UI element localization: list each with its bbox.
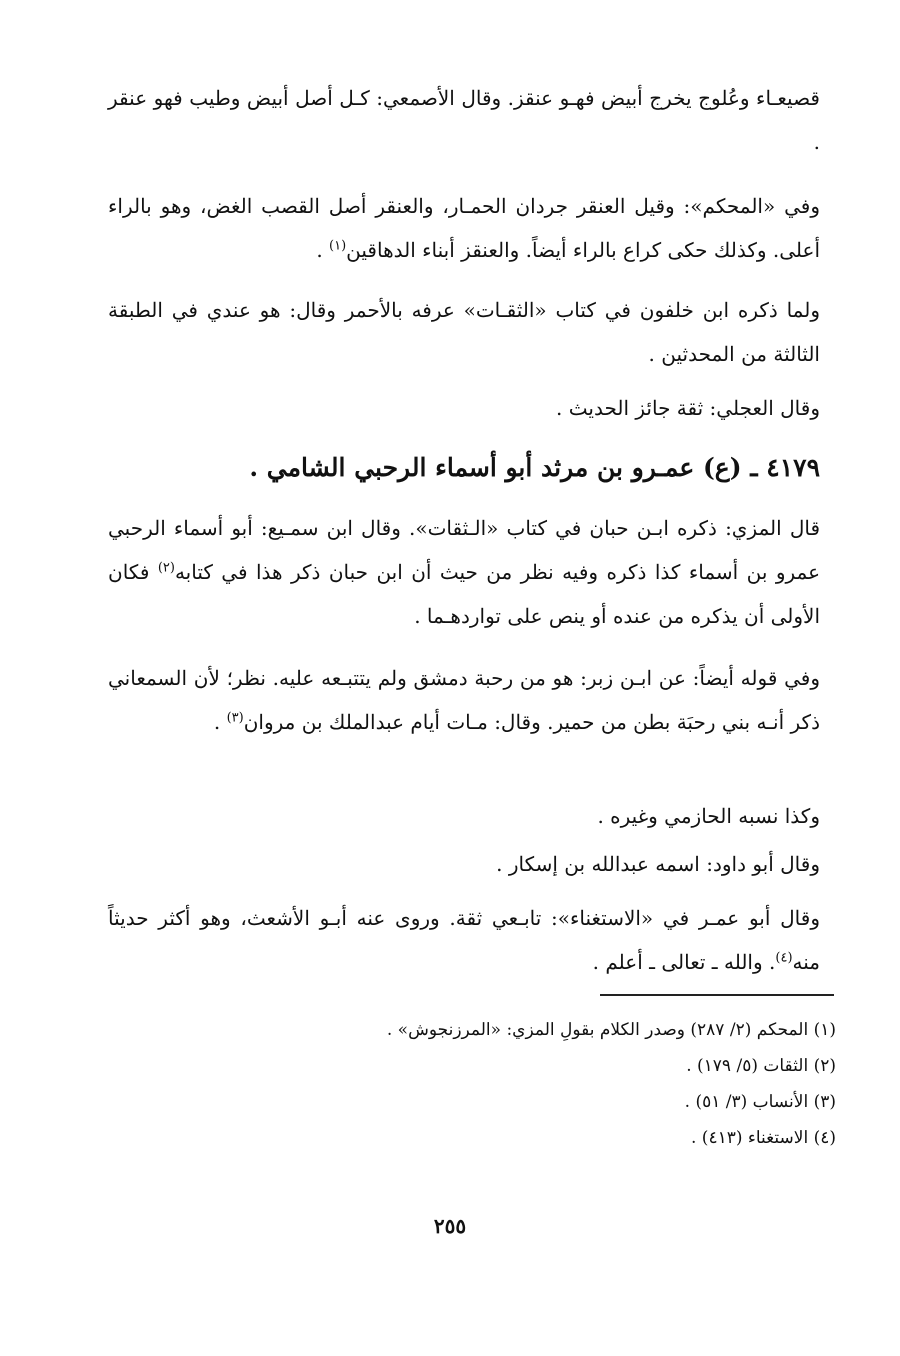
footnote-ref-3: (٣) [226, 710, 244, 726]
footnote-4: (٤) الاستغناء (٤١٣) . [690, 1128, 836, 1148]
footnote-ref-4: (٤) [775, 950, 793, 966]
entry-paragraph-2 [108, 656, 820, 744]
entry-paragraph-4: وقال أبو داود: اسمه عبدالله بن إسكار . [496, 852, 820, 876]
footnote-1: (١) المحكم (٢/ ٢٨٧) وصدر الكلام بقولِ المزي: «المرزنجوش» . [386, 1020, 836, 1040]
entry-paragraph-1 [108, 506, 820, 638]
entry-paragraph-1-end: فكان الأولى أن يذكره من عنده أو ينص على تواردهـما . [108, 560, 820, 628]
paragraph-2-text: وفي «المحكم»: وقيل العنقر جردان الحمـار، والعنقر أصل القصب الغض، وهو بالراء أعلى. وكذلك حكى كراع بالراء أيضاً. والعنقز أبناء الدهاقين [108, 194, 820, 262]
footnote-ref-1: (١) [329, 238, 347, 254]
page-number: ٢٥٥ [433, 1214, 467, 1238]
footnote-ref-2: (٢) [157, 560, 175, 576]
paragraph-1: قصيعـاء وعُلوج يخرج أبيض فهـو عنقز. وقال الأصمعي: كـل أصل أبيض وطيب فهو عنقر . [108, 86, 820, 154]
entry-paragraph-3: وكذا نسبه الحازمي وغيره . [597, 804, 820, 828]
footnote-2: (٢) الثقات (٥/ ١٧٩) . [686, 1056, 836, 1076]
entry-paragraph-2-text: وفي قوله أيضاً: عن ابـن زبر: هو من رحبة دمشق ولم يتتبـعه عليه. نظر؛ لأن السمعاني ذكر أنـه بني رحبَة بطن من حمير. وقال: مـات أيام عبدالملك بن مروان [108, 666, 820, 734]
paragraph-3: ولما ذكره ابن خلفون في كتاب «الثقـات» عرفه بالأحمر وقال: هو عندي في الطبقة الثالثة من المحدثين . [108, 298, 820, 366]
entry-paragraph-5 [108, 896, 820, 984]
footnote-divider [600, 994, 834, 996]
entry-paragraph-5-end: . والله ـ تعالى ـ أعلم . [592, 950, 776, 974]
entry-paragraph-2-end: . [213, 710, 227, 734]
entry-heading: ٤١٧٩ ـ (ع) عمـرو بن مرثد أبو أسماء الرحبي الشامي . [249, 453, 820, 482]
footnotes [300, 1012, 836, 1156]
paragraph-2 [108, 184, 820, 272]
entry-paragraph-5-text: وقال أبو عمـر في «الاستغناء»: تابـعي ثقة. وروى عنه أبـو الأشعث، وهو أكثر حديثاً منه [108, 906, 820, 974]
footnote-3: (٣) الأنساب (٣/ ٥١) . [684, 1092, 836, 1112]
paragraph-4: وقال العجلي: ثقة جائز الحديث . [556, 396, 820, 420]
paragraph-2-end: . [316, 238, 330, 262]
entry-paragraph-1-text: قال المزي: ذكره ابـن حبان في كتاب «الـثقات». وقال ابن سمـيع: أبو أسماء الرحبي عمرو بن أسماء كذا ذكره وفيه نظر من حيث أن ابن حبان ذكر هذا في كتابه [108, 516, 821, 584]
